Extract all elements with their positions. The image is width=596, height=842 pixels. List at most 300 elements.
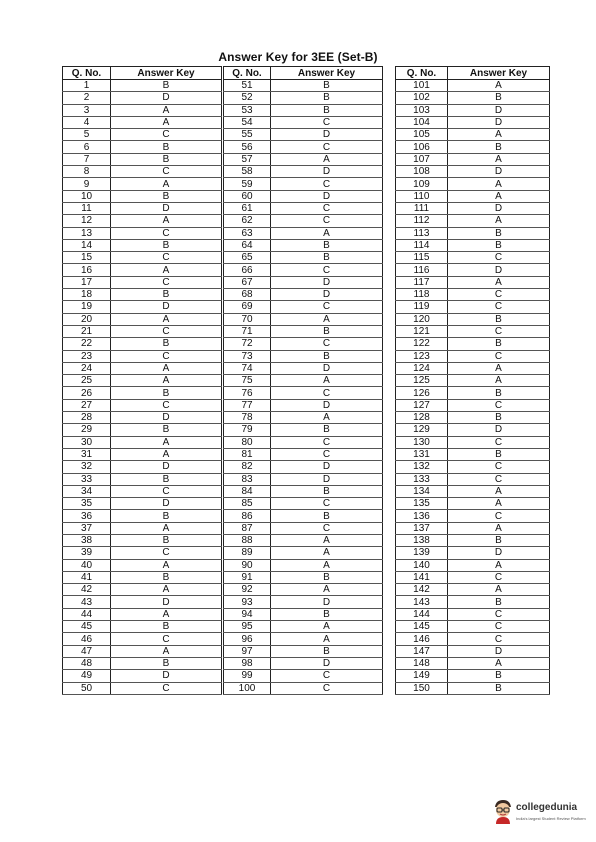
question-number: 60: [224, 190, 271, 202]
table-row: [224, 141, 383, 153]
answer-key: D: [271, 129, 383, 141]
table-row: [396, 166, 550, 178]
answer-key: B: [111, 473, 222, 485]
table-row: [396, 436, 550, 448]
question-number: 26: [63, 387, 111, 399]
table-row: [63, 510, 222, 522]
answer-key: A: [448, 153, 550, 165]
question-number: 16: [63, 264, 111, 276]
question-number: 99: [224, 670, 271, 682]
table-row: [396, 375, 550, 387]
table-row: [63, 375, 222, 387]
answer-key: B: [111, 338, 222, 350]
answer-key: B: [448, 92, 550, 104]
question-number: 141: [396, 571, 448, 583]
table-row: [396, 190, 550, 202]
answer-key: A: [271, 412, 383, 424]
answer-key: C: [271, 178, 383, 190]
question-number: 6: [63, 141, 111, 153]
question-number: 128: [396, 412, 448, 424]
answer-key: D: [448, 264, 550, 276]
answer-key: A: [271, 227, 383, 239]
table-row: [224, 510, 383, 522]
question-number: 53: [224, 104, 271, 116]
table-row: [63, 239, 222, 251]
brand-footer: [492, 796, 596, 836]
question-number: 12: [63, 215, 111, 227]
table-row: [63, 252, 222, 264]
answer-table-1: [62, 66, 222, 695]
answer-key: B: [271, 350, 383, 362]
answer-key: D: [271, 399, 383, 411]
table-row: [224, 80, 383, 92]
answer-key: B: [111, 141, 222, 153]
table-row: [63, 461, 222, 473]
answer-key: A: [111, 584, 222, 596]
table-row: [224, 498, 383, 510]
table-row: [224, 670, 383, 682]
question-number: 119: [396, 301, 448, 313]
table-row: [63, 657, 222, 669]
table-row: [63, 350, 222, 362]
table-row: [396, 498, 550, 510]
table-row: [63, 178, 222, 190]
answer-key: B: [111, 387, 222, 399]
answer-key: B: [271, 325, 383, 337]
table-row: [396, 387, 550, 399]
answer-key: A: [111, 215, 222, 227]
question-number: 96: [224, 633, 271, 645]
question-number: 101: [396, 80, 448, 92]
answer-key: D: [448, 547, 550, 559]
answer-key: D: [448, 104, 550, 116]
question-number: 82: [224, 461, 271, 473]
answer-key: B: [111, 424, 222, 436]
table-row: [396, 571, 550, 583]
answer-key: C: [448, 350, 550, 362]
answer-key-header: Answer Key: [111, 67, 222, 80]
question-number: 34: [63, 485, 111, 497]
table-row: [224, 239, 383, 251]
table-row: [224, 436, 383, 448]
question-number: 25: [63, 375, 111, 387]
question-number: 75: [224, 375, 271, 387]
table-row: [224, 313, 383, 325]
question-number: 138: [396, 534, 448, 546]
answer-key-header: Answer Key: [448, 67, 550, 80]
table-row: [396, 547, 550, 559]
question-number: 38: [63, 534, 111, 546]
answer-key: C: [111, 547, 222, 559]
question-number: 31: [63, 448, 111, 460]
table-row: [224, 190, 383, 202]
question-number: 37: [63, 522, 111, 534]
question-number: 36: [63, 510, 111, 522]
answer-key: C: [448, 399, 550, 411]
answer-key: D: [271, 657, 383, 669]
question-number: 78: [224, 412, 271, 424]
answer-key: B: [271, 252, 383, 264]
question-number: 145: [396, 621, 448, 633]
question-number: 13: [63, 227, 111, 239]
table-row: [224, 584, 383, 596]
question-number: 21: [63, 325, 111, 337]
table-row: [224, 227, 383, 239]
question-number: 46: [63, 633, 111, 645]
question-number: 50: [63, 682, 111, 694]
question-number: 87: [224, 522, 271, 534]
answer-key: A: [271, 153, 383, 165]
table-row: [396, 252, 550, 264]
answer-key: A: [111, 104, 222, 116]
table-row: [396, 325, 550, 337]
question-number: 49: [63, 670, 111, 682]
table-row: [396, 338, 550, 350]
brand-tagline: India's largest Student Review Platform: [516, 816, 586, 821]
table-row: [396, 473, 550, 485]
table-row: [63, 547, 222, 559]
table-row: [396, 301, 550, 313]
table-row: [63, 215, 222, 227]
question-number: 69: [224, 301, 271, 313]
table-row: [396, 350, 550, 362]
question-number: 118: [396, 289, 448, 301]
answer-key: C: [448, 325, 550, 337]
question-number: 10: [63, 190, 111, 202]
answer-key: A: [448, 375, 550, 387]
answer-key: C: [271, 215, 383, 227]
table-row: [396, 153, 550, 165]
question-number: 89: [224, 547, 271, 559]
table-row: [63, 129, 222, 141]
table-row: [224, 473, 383, 485]
answer-key: B: [111, 534, 222, 546]
answer-key: D: [271, 596, 383, 608]
question-number: 70: [224, 313, 271, 325]
answer-key: D: [111, 92, 222, 104]
question-number: 54: [224, 116, 271, 128]
table-row: [396, 424, 550, 436]
table-row: [63, 387, 222, 399]
question-number: 114: [396, 239, 448, 251]
answer-key: C: [271, 436, 383, 448]
page-title: Answer Key for 3EE (Set-B): [218, 50, 378, 64]
question-number: 123: [396, 350, 448, 362]
answer-key: B: [271, 104, 383, 116]
table-row: [63, 313, 222, 325]
answer-key: A: [448, 178, 550, 190]
answer-key: A: [111, 436, 222, 448]
table-row: [63, 276, 222, 288]
answer-key: B: [111, 80, 222, 92]
table-row: [396, 215, 550, 227]
question-number: 51: [224, 80, 271, 92]
answer-key: C: [111, 227, 222, 239]
table-row: [63, 485, 222, 497]
answer-key: B: [448, 313, 550, 325]
answer-key: C: [448, 461, 550, 473]
question-number: 134: [396, 485, 448, 497]
question-number: 106: [396, 141, 448, 153]
answer-key: D: [271, 289, 383, 301]
table-row: [224, 596, 383, 608]
question-number: 8: [63, 166, 111, 178]
answer-key: B: [111, 239, 222, 251]
table-row: [63, 424, 222, 436]
question-number: 86: [224, 510, 271, 522]
table-row: [63, 559, 222, 571]
question-number: 109: [396, 178, 448, 190]
table-row: [63, 202, 222, 214]
answer-key: A: [271, 375, 383, 387]
answer-key: A: [271, 621, 383, 633]
answer-key: D: [271, 166, 383, 178]
table-row: [224, 301, 383, 313]
table-row: [63, 116, 222, 128]
question-number: 20: [63, 313, 111, 325]
answer-key: B: [448, 387, 550, 399]
answer-key: A: [111, 522, 222, 534]
answer-key: B: [448, 227, 550, 239]
table-row: [396, 239, 550, 251]
question-number: 48: [63, 657, 111, 669]
answer-key: A: [448, 485, 550, 497]
qno-header: Q. No.: [396, 67, 448, 80]
question-number: 91: [224, 571, 271, 583]
table-row: [224, 289, 383, 301]
answer-key: B: [271, 571, 383, 583]
question-number: 102: [396, 92, 448, 104]
question-number: 100: [224, 682, 271, 694]
answer-key: B: [271, 608, 383, 620]
question-number: 94: [224, 608, 271, 620]
answer-key: C: [271, 301, 383, 313]
table-row: [224, 387, 383, 399]
table-row: [224, 608, 383, 620]
question-number: 74: [224, 362, 271, 374]
table-row: [224, 166, 383, 178]
table-row: [224, 215, 383, 227]
question-number: 142: [396, 584, 448, 596]
answer-key: B: [111, 153, 222, 165]
answer-table-2: [223, 66, 383, 695]
answer-key-header: Answer Key: [271, 67, 383, 80]
question-number: 1: [63, 80, 111, 92]
table-row: [63, 325, 222, 337]
table-row: [224, 485, 383, 497]
student-face-icon: [492, 798, 514, 824]
question-number: 4: [63, 116, 111, 128]
question-number: 15: [63, 252, 111, 264]
answer-key: C: [448, 289, 550, 301]
answer-key: C: [448, 621, 550, 633]
table-row: [224, 399, 383, 411]
table-row: [63, 412, 222, 424]
question-number: 77: [224, 399, 271, 411]
table-row: [224, 448, 383, 460]
answer-key: B: [448, 596, 550, 608]
table-row: [396, 608, 550, 620]
table-row: [224, 276, 383, 288]
answer-key: B: [111, 621, 222, 633]
answer-key: B: [111, 289, 222, 301]
table-row: [224, 202, 383, 214]
answer-key: A: [271, 547, 383, 559]
answer-key: C: [271, 682, 383, 694]
answer-key: A: [448, 190, 550, 202]
answer-key: D: [271, 190, 383, 202]
answer-key: A: [448, 522, 550, 534]
answer-key: D: [271, 276, 383, 288]
answer-key: A: [448, 657, 550, 669]
table-row: [396, 670, 550, 682]
answer-key: D: [111, 202, 222, 214]
answer-key: D: [448, 202, 550, 214]
answer-key: A: [111, 375, 222, 387]
answer-key: C: [448, 510, 550, 522]
question-number: 117: [396, 276, 448, 288]
answer-key: C: [111, 633, 222, 645]
table-row: [224, 424, 383, 436]
table-row: [396, 485, 550, 497]
answer-key: A: [111, 645, 222, 657]
question-number: 110: [396, 190, 448, 202]
question-number: 63: [224, 227, 271, 239]
answer-key: B: [448, 682, 550, 694]
answer-key: C: [111, 325, 222, 337]
table-row: [63, 399, 222, 411]
answer-key: C: [448, 252, 550, 264]
question-number: 61: [224, 202, 271, 214]
answer-key: D: [448, 166, 550, 178]
question-number: 97: [224, 645, 271, 657]
table-row: [224, 350, 383, 362]
table-row: [63, 498, 222, 510]
question-number: 30: [63, 436, 111, 448]
table-row: [63, 670, 222, 682]
answer-key: B: [448, 412, 550, 424]
question-number: 136: [396, 510, 448, 522]
answer-key: A: [271, 633, 383, 645]
table-row: [63, 436, 222, 448]
answer-key: B: [111, 571, 222, 583]
answer-key: C: [271, 202, 383, 214]
question-number: 58: [224, 166, 271, 178]
table-row: [396, 264, 550, 276]
question-number: 84: [224, 485, 271, 497]
table-row: [224, 92, 383, 104]
question-number: 146: [396, 633, 448, 645]
answer-key: A: [111, 264, 222, 276]
question-number: 47: [63, 645, 111, 657]
table-row: [63, 473, 222, 485]
table-row: [224, 116, 383, 128]
answer-key: D: [111, 301, 222, 313]
question-number: 55: [224, 129, 271, 141]
question-number: 140: [396, 559, 448, 571]
table-row: [224, 129, 383, 141]
answer-key: A: [448, 80, 550, 92]
table-row: [224, 178, 383, 190]
question-number: 80: [224, 436, 271, 448]
answer-key: B: [271, 485, 383, 497]
table-row: [396, 227, 550, 239]
answer-key: A: [448, 129, 550, 141]
question-number: 127: [396, 399, 448, 411]
question-number: 7: [63, 153, 111, 165]
table-row: [63, 289, 222, 301]
table-row: [396, 276, 550, 288]
table-row: [396, 129, 550, 141]
table-row: [396, 596, 550, 608]
table-header-row: [224, 67, 383, 80]
question-number: 43: [63, 596, 111, 608]
answer-key: A: [271, 313, 383, 325]
question-number: 40: [63, 559, 111, 571]
table-header-row: [396, 67, 550, 80]
question-number: 17: [63, 276, 111, 288]
question-number: 56: [224, 141, 271, 153]
table-row: [63, 104, 222, 116]
table-row: [63, 153, 222, 165]
table-row: [63, 571, 222, 583]
question-number: 122: [396, 338, 448, 350]
answer-key: C: [271, 338, 383, 350]
table-row: [396, 399, 550, 411]
question-number: 120: [396, 313, 448, 325]
table-row: [63, 534, 222, 546]
table-row: [224, 645, 383, 657]
answer-key: B: [271, 424, 383, 436]
table-row: [224, 412, 383, 424]
table-row: [63, 92, 222, 104]
answer-key: B: [448, 448, 550, 460]
question-number: 64: [224, 239, 271, 251]
table-row: [63, 338, 222, 350]
table-row: [396, 461, 550, 473]
answer-key: C: [448, 608, 550, 620]
answer-key: B: [271, 510, 383, 522]
question-number: 23: [63, 350, 111, 362]
answer-key: A: [448, 584, 550, 596]
table-row: [396, 559, 550, 571]
table-row: [396, 116, 550, 128]
table-row: [63, 633, 222, 645]
question-number: 66: [224, 264, 271, 276]
answer-key: B: [448, 141, 550, 153]
question-number: 2: [63, 92, 111, 104]
answer-key: C: [111, 350, 222, 362]
table-row: [396, 104, 550, 116]
answer-key: B: [448, 534, 550, 546]
question-number: 144: [396, 608, 448, 620]
answer-key: C: [111, 485, 222, 497]
answer-key: B: [448, 670, 550, 682]
question-number: 59: [224, 178, 271, 190]
table-row: [63, 190, 222, 202]
question-number: 42: [63, 584, 111, 596]
table-row: [63, 362, 222, 374]
table-row: [396, 202, 550, 214]
table-row: [224, 633, 383, 645]
question-number: 41: [63, 571, 111, 583]
question-number: 147: [396, 645, 448, 657]
question-number: 73: [224, 350, 271, 362]
answer-key: A: [111, 448, 222, 460]
question-number: 5: [63, 129, 111, 141]
question-number: 95: [224, 621, 271, 633]
answer-key: A: [448, 215, 550, 227]
